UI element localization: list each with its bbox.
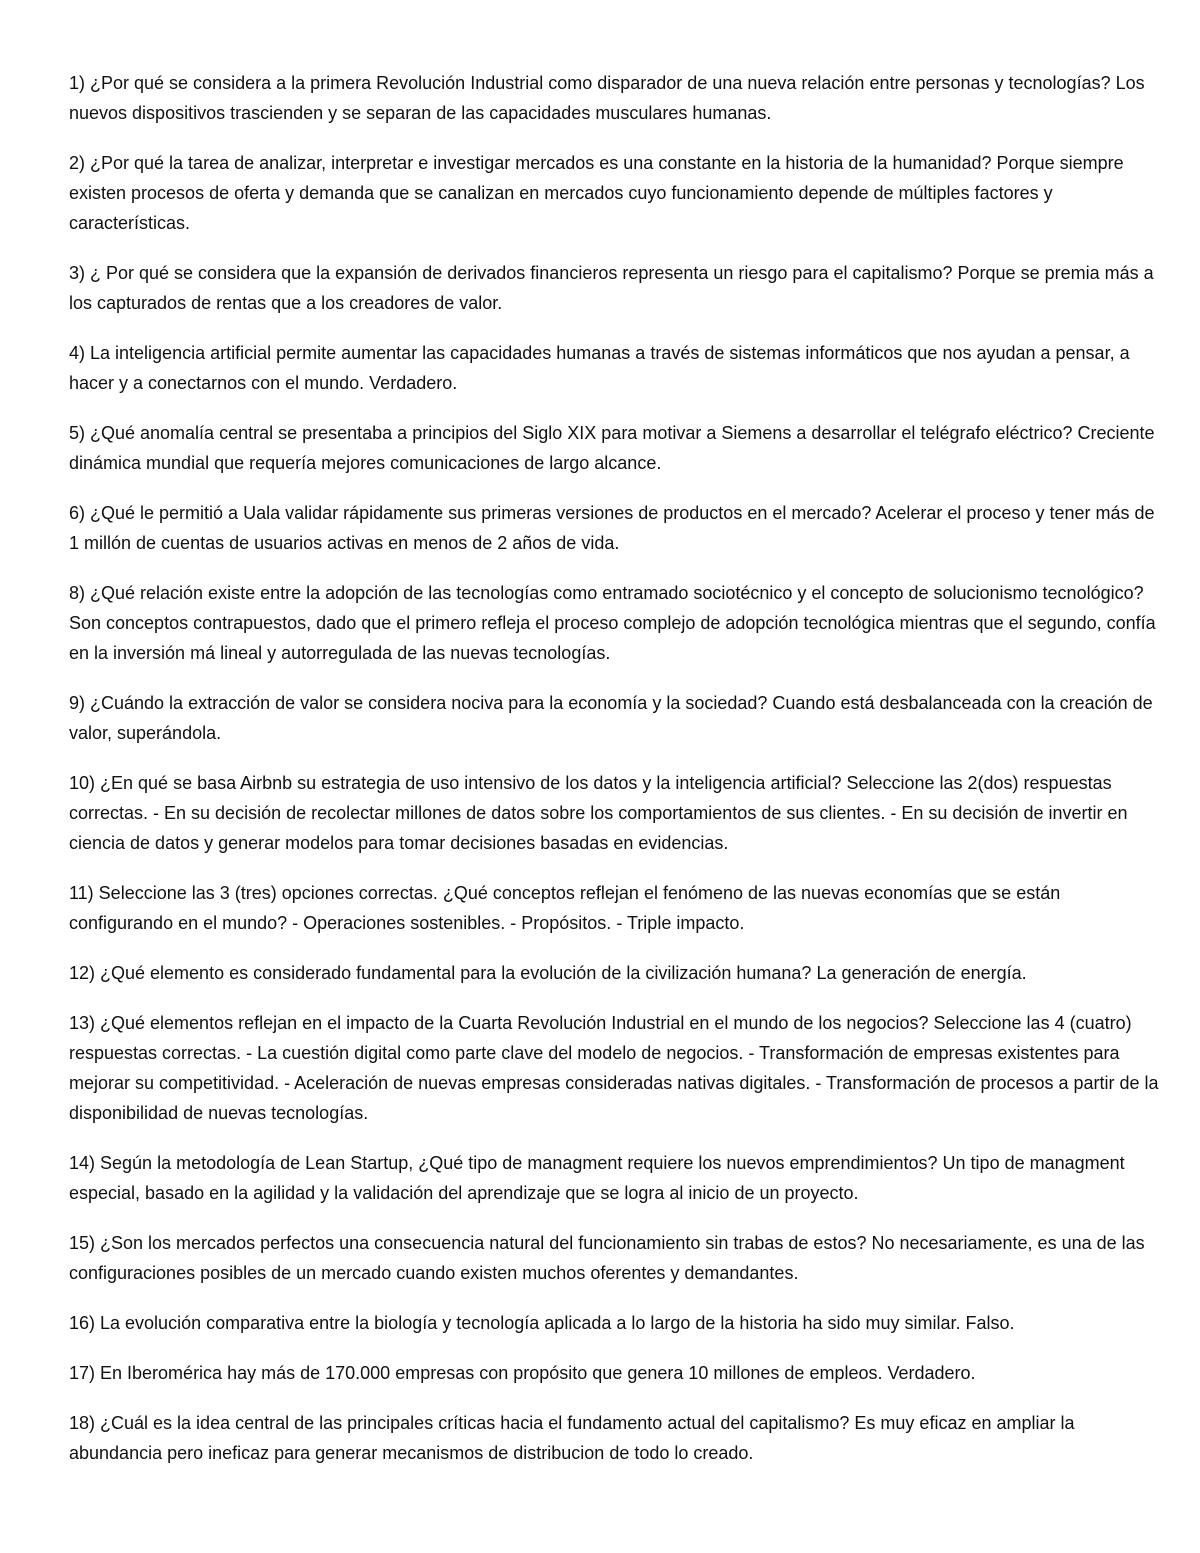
question-11: 11) Seleccione las 3 (tres) opciones correctas. ¿Qué conceptos reflejan el fenómeno de las nuevas economías que se están configurando en el mundo? - Operaciones sostenibles. - Propósitos. - Triple impacto.: [69, 883, 1061, 933]
question-15: 15) ¿Son los mercados perfectos una consecuencia natural del funcionamiento sin trabas de estos? No necesariamente, es una de las configuraciones posibles de un mercado cuando existen muchos oferentes y demandantes.: [69, 1233, 1145, 1283]
question-10: 10) ¿En qué se basa Airbnb su estrategia de uso intensivo de los datos y la inteligencia artificial? Seleccione las 2(dos) respuestas correctas. - En su decisión de recolectar millones de datos sobre los comportamientos de sus clientes. - En su decisión de invertir en ciencia de datos y generar modelos para tomar decisiones basadas en evidencias.: [69, 773, 1128, 853]
question-1: 1) ¿Por qué se considera a la primera Revolución Industrial como disparador de una nueva relación entre personas y tecnologías? Los nuevos dispositivos trascienden y se separan de las capacidades musculares humanas.: [69, 73, 1145, 123]
question-2: 2) ¿Por qué la tarea de analizar, interpretar e investigar mercados es una constante en la historia de la humanidad? Porque siempre existen procesos de oferta y demanda que se canalizan en mercados cuyo funcionamiento depende de múltiples factores y características.: [69, 153, 1124, 233]
question-4: 4) La inteligencia artificial permite aumentar las capacidades humanas a través de sistemas informáticos que nos ayudan a pensar, a hacer y a conectarnos con el mundo. Verdadero.: [69, 343, 1130, 393]
question-8: 8) ¿Qué relación existe entre la adopción de las tecnologías como entramado sociotécnico y el concepto de solucionismo tecnológico? Son conceptos contrapuestos, dado que el primero refleja el proceso complejo de adopción tecnológica mientras que el segundo, confía en la inversión má lineal y autorregulada de las nuevas tecnologías.: [69, 583, 1156, 663]
question-17: 17) En Iberomérica hay más de 170.000 empresas con propósito que genera 10 millones de empleos. Verdadero.: [69, 1363, 976, 1383]
question-16: 16) La evolución comparativa entre la biología y tecnología aplicada a lo largo de la historia ha sido muy similar. Falso.: [69, 1313, 1015, 1333]
question-13: 13) ¿Qué elementos reflejan en el impacto de la Cuarta Revolución Industrial en el mundo de los negocios? Seleccione las 4 (cuatro) respuestas correctas. - La cuestión digital como parte clave del modelo de negocios. - Transformación de empresas existentes para mejorar su competitividad. - Aceleración de nuevas empresas consideradas nativas digitales. - Transformación de procesos a partir de la disponibilidad de nuevas tecnologías.: [69, 1013, 1159, 1123]
question-5: 5) ¿Qué anomalía central se presentaba a principios del Siglo XIX para motivar a Siemens a desarrollar el telégrafo eléctrico? Creciente dinámica mundial que requería mejores comunicaciones de largo alcance.: [69, 423, 1155, 473]
question-9: 9) ¿Cuándo la extracción de valor se considera nociva para la economía y la sociedad? Cuando está desbalanceada con la creación de valor, superándola.: [69, 693, 1153, 743]
question-12: 12) ¿Qué elemento es considerado fundamental para la evolución de la civilización humana? La generación de energía.: [69, 963, 1027, 983]
question-6: 6) ¿Qué le permitió a Uala validar rápidamente sus primeras versiones de productos en el mercado? Acelerar el proceso y tener más de 1 millón de cuentas de usuarios activas en menos de 2 años de vida.: [69, 503, 1155, 553]
question-3: 3) ¿ Por qué se considera que la expansión de derivados financieros representa un riesgo para el capitalismo? Porque se premia más a los capturados de rentas que a los creadores de valor.: [69, 263, 1154, 313]
question-14: 14) Según la metodología de Lean Startup, ¿Qué tipo de managment requiere los nuevos emprendimientos? Un tipo de managment especial, basado en la agilidad y la validación del aprendizaje que se logra al inicio de un proyecto.: [69, 1153, 1125, 1203]
document-page: [69, 68, 1159, 1488]
question-18: 18) ¿Cuál es la idea central de las principales críticas hacia el fundamento actual del capitalismo? Es muy eficaz en ampliar la abundancia pero ineficaz para generar mecanismos de distribucion de todo lo creado.: [69, 1413, 1075, 1463]
